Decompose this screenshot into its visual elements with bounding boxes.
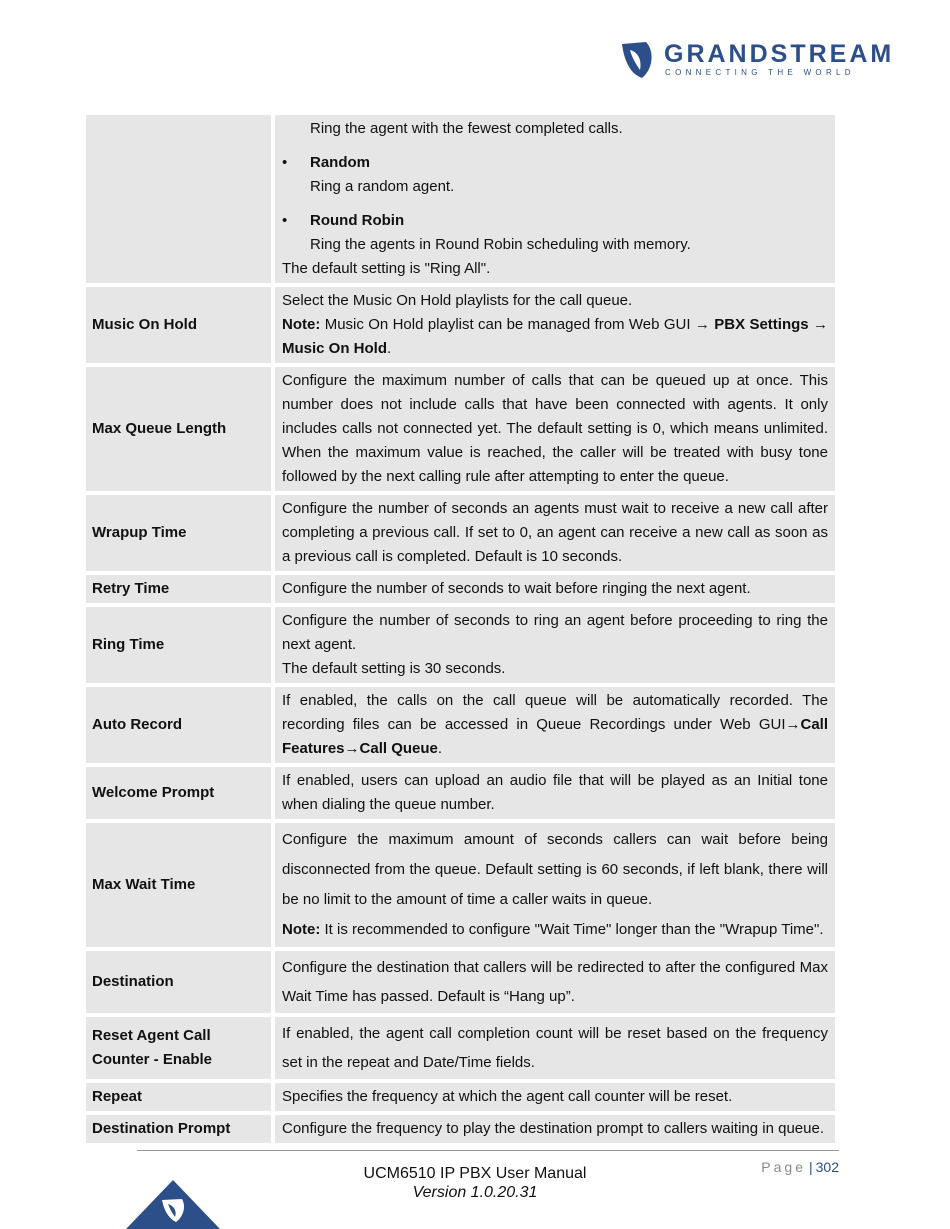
strategy-description: Ring the agents in Round Robin scheduling with memory. (310, 236, 691, 253)
table-row (86, 367, 835, 491)
page-separator: | (809, 1159, 813, 1175)
row-description (275, 115, 835, 283)
row-label: Destination (86, 951, 275, 1013)
table-row (86, 767, 835, 819)
table-row (86, 287, 835, 363)
menu-path-music-on-hold: Music On Hold (282, 340, 387, 357)
page-number-value: 302 (815, 1159, 839, 1175)
punctuation: . (387, 340, 392, 357)
row-description (275, 287, 835, 363)
row-label: Welcome Prompt (86, 767, 275, 819)
note-text (282, 915, 828, 945)
table-row (86, 687, 835, 763)
list-item (282, 151, 828, 175)
row-label (86, 115, 275, 283)
table-row (86, 495, 835, 571)
description-text: If enabled, the calls on the call queue will be automatically recorded. The recording files can be accessed in Queue Recordings under Web GUI→ (282, 692, 828, 733)
strategy-title: Random (310, 154, 370, 171)
note-body: Music On Hold playlist can be managed from Web GUI → (320, 316, 715, 333)
brand-name: GRANDSTREAM (664, 40, 895, 68)
table-row (86, 1083, 835, 1111)
footer-divider (137, 1150, 839, 1151)
row-label: Ring Time (86, 607, 275, 683)
row-description: If enabled, the agent call completion count will be reset based on the frequency set in the repeat and Date/Time fields. (275, 1017, 835, 1079)
row-label: Destination Prompt (86, 1115, 275, 1143)
table-row (86, 951, 835, 1013)
arrow-icon: → (813, 316, 829, 333)
table-row (86, 575, 835, 603)
row-label: Max Wait Time (86, 823, 275, 947)
strategy-description: Ring a random agent. (310, 178, 455, 195)
note-label: Note: (282, 921, 321, 938)
grandstream-logo-icon (620, 40, 660, 80)
row-description (275, 687, 835, 763)
note-body: It is recommended to configure "Wait Time" longer than the "Wrapup Time". (320, 921, 824, 938)
row-label: Wrapup Time (86, 495, 275, 571)
brand-logo (620, 40, 895, 82)
description-text: Configure the maximum amount of seconds callers can wait before being disconnected from the queue. Default setting is 60 seconds, if left blank, there will be no limit to the amount of time a caller waits in queue. (282, 831, 828, 908)
row-label: Auto Record (86, 687, 275, 763)
settings-table (86, 111, 835, 1147)
row-label: Music On Hold (86, 287, 275, 363)
manual-version: Version 1.0.20.31 (412, 1184, 538, 1201)
row-description: Configure the maximum number of calls that can be queued up at once. This number does not include calls that have been connected with agents. It only includes calls not connected yet. The default setting is 0, which means unlimited. When the maximum value is reached, the caller will be treated with busy tone followed by the next calling rule after attempting to enter the queue. (275, 367, 835, 491)
strategy-title: Round Robin (310, 212, 405, 229)
table-row (86, 115, 835, 283)
row-description: Configure the destination that callers will be redirected to after the configured Max Wait Time has passed. Default is “Hang up”. (275, 951, 835, 1013)
row-description: If enabled, users can upload an audio file that will be played as an Initial tone when dialing the queue number. (275, 767, 835, 819)
table-row (86, 607, 835, 683)
row-label: Repeat (86, 1083, 275, 1111)
page-label: Page (761, 1159, 806, 1175)
table-row (86, 1017, 835, 1079)
footer-logo-icon (126, 1180, 220, 1229)
default-note: The default setting is 30 seconds. (282, 660, 506, 677)
row-label: Reset Agent Call Counter - Enable (86, 1017, 275, 1079)
row-description: Configure the number of seconds to wait before ringing the next agent. (275, 575, 835, 603)
arrow-icon: → (344, 740, 360, 757)
menu-path-pbx-settings: PBX Settings (714, 316, 809, 333)
default-note: The default setting is "Ring All". (282, 260, 491, 277)
table-row (86, 1115, 835, 1143)
row-label: Retry Time (86, 575, 275, 603)
row-label: Max Queue Length (86, 367, 275, 491)
manual-title: UCM6510 IP PBX User Manual (363, 1165, 587, 1182)
row-description: Configure the frequency to play the destination prompt to callers waiting in queue. (275, 1115, 835, 1143)
strategy-description: Ring the agent with the fewest completed calls. (310, 120, 623, 137)
note-text (282, 313, 828, 361)
row-description: Configure the number of seconds an agents must wait to receive a new call after completing a previous call. If set to 0, an agent can receive a new call as soon as a previous call is completed. Default is 10 seconds. (275, 495, 835, 571)
description-text: Select the Music On Hold playlists for the call queue. (282, 292, 633, 309)
table-row (86, 823, 835, 947)
row-description (275, 607, 835, 683)
row-description: Specifies the frequency at which the agent call counter will be reset. (275, 1083, 835, 1111)
menu-path-call-features: Call Features (282, 716, 828, 757)
menu-path-call-queue: Call Queue (359, 740, 438, 757)
brand-tagline: CONNECTING THE WORLD (665, 68, 855, 77)
punctuation: . (437, 740, 443, 757)
description-text: Configure the number of seconds to ring an agent before proceeding to ring the next agent. (282, 612, 828, 653)
row-description (275, 823, 835, 947)
note-label: Note: (282, 316, 321, 333)
list-item (282, 209, 828, 233)
